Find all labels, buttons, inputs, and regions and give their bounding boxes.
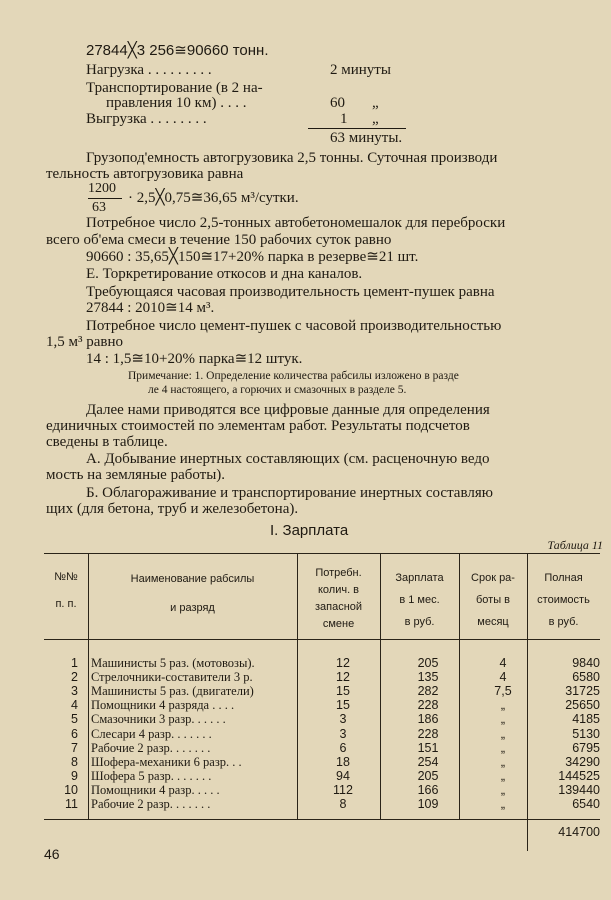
table-row	[44, 656, 604, 670]
sum-rule	[308, 128, 406, 129]
table-tag: Таблица 11	[547, 538, 603, 552]
cell-salary: 282	[417, 684, 439, 699]
grand-total-row	[44, 825, 604, 839]
header-no	[44, 569, 88, 613]
capacity-line-1: Грузопод'емность автогрузовика 2,5 тонны. Суточная производи	[86, 150, 498, 166]
transport-label: Транспортирование (в 2 на-	[86, 80, 263, 96]
cell-count: 15	[336, 684, 350, 699]
cell-name: Стрелочники-составители 3 р.	[91, 670, 253, 685]
header-text: №№	[54, 571, 78, 583]
transport-label-2: правления 10 км) . . . .	[106, 95, 247, 111]
mixers-line-1: Потребное число 2,5-тонных автобетономешалок для переброски	[86, 215, 506, 231]
cell-count: 3	[339, 726, 347, 741]
header-total	[527, 567, 600, 633]
cell-term: „	[500, 740, 506, 755]
cell-name: Рабочие 2 разр. . . . . . .	[91, 740, 211, 755]
header-text: в 1 мес.	[399, 594, 440, 606]
cell-total: 9840	[572, 656, 600, 670]
header-text: и разряд	[170, 602, 215, 614]
header-text: Срок ра-	[471, 572, 515, 584]
unload-label: Выгрузка . . . . . . . .	[86, 111, 207, 127]
cell-name: Слесари 4 разр. . . . . . .	[91, 726, 212, 741]
table-row	[44, 797, 604, 811]
calc-line-1: 27844╳3 256≅90660 тонн.	[86, 42, 269, 59]
table-row	[44, 712, 604, 726]
cell-name: Машинисты 5 раз. (двигатели)	[91, 684, 254, 699]
cell-salary: 135	[417, 670, 439, 685]
cell-name: Шофера-механики 6 разр. . .	[91, 754, 242, 769]
cell-name: Машинисты 5 раз. (мотовозы).	[91, 656, 255, 670]
cell-salary: 205	[417, 768, 439, 783]
table-row	[44, 670, 604, 684]
cell-no: 10	[64, 782, 78, 797]
table-header-rule	[44, 639, 600, 640]
header-text: стоимость	[537, 594, 590, 606]
further-line-1: Далее нами приводятся все цифровые данные для определения	[86, 402, 490, 418]
cell-no: 6	[71, 726, 78, 741]
header-text: Потребн.	[315, 567, 362, 579]
cell-term: „	[500, 698, 506, 713]
cell-total: 6795	[572, 740, 600, 755]
cell-count: 112	[333, 782, 353, 797]
cell-term: 4	[499, 670, 507, 685]
cell-total: 6540	[572, 797, 600, 811]
cell-total: 31725	[565, 684, 600, 699]
cell-salary: 228	[417, 726, 439, 741]
section-a-line-2: мость на земляные работы).	[46, 467, 226, 483]
header-text: колич. в	[317, 584, 360, 596]
cell-no: 3	[71, 684, 78, 699]
header-text: боты в	[475, 594, 511, 606]
header-text: в руб.	[404, 616, 435, 628]
section-a-line-1: А. Добывание инертных составляющих (см. расценочную ведо	[86, 451, 490, 467]
header-text: смене	[322, 618, 355, 630]
cement-line-2: 27844 : 2010≅14 м³.	[86, 300, 215, 316]
fraction-denominator: 63	[92, 200, 106, 215]
table-sum-rule	[44, 819, 600, 820]
fraction-numerator: 1200	[88, 181, 116, 196]
table-row	[44, 769, 604, 783]
table-row	[44, 783, 604, 797]
cell-no: 2	[71, 670, 78, 685]
cell-count: 8	[339, 797, 347, 811]
cell-term: 7,5	[494, 684, 512, 699]
cell-total: 144525	[558, 768, 600, 783]
table-title: I. Зарплата	[270, 522, 349, 539]
cell-count: 6	[339, 740, 347, 755]
transport-value: 60	[330, 95, 345, 111]
cell-name: Помощники 4 разр. . . . .	[91, 782, 220, 797]
header-text: в руб.	[548, 616, 579, 628]
header-text: Зарплата	[395, 572, 444, 584]
cement-line-5: 14 : 1,5≅10+20% парка≅12 штук.	[86, 351, 303, 367]
fraction-bar	[88, 198, 122, 199]
cell-no: 8	[71, 754, 78, 769]
cell-no: 7	[71, 740, 78, 755]
unload-value: 1	[340, 111, 348, 127]
cell-name: Рабочие 2 разр. . . . . . .	[91, 797, 211, 811]
cell-salary: 228	[417, 698, 439, 713]
sum-value: 63 минуты.	[330, 130, 403, 146]
table-row	[44, 755, 604, 769]
salary-table	[44, 553, 604, 851]
header-text: Наименование рабсилы	[130, 573, 255, 585]
cell-salary: 205	[417, 656, 439, 670]
cell-no: 11	[65, 797, 78, 811]
mixers-line-2: всего об'ема смеси в течение 150 рабочих суток равно	[46, 232, 392, 248]
note-line-2: ле 4 настоящего, а горючих и смазочных в разделе 5.	[148, 384, 407, 396]
header-text: месяц	[477, 616, 509, 628]
note-line-1: Примечание: 1. Определение количества рабсилы изложено в разде	[128, 370, 459, 382]
header-text: запасной	[314, 601, 363, 613]
cell-total: 4185	[572, 712, 600, 727]
cement-line-3: Потребное число цемент-пушек с часовой производительностью	[86, 318, 502, 334]
capacity-line-2: тельность автогрузовика равна	[46, 166, 244, 182]
section-b-line-2: щих (для бетона, труб и железобетона).	[46, 501, 299, 517]
cell-total: 139440	[558, 782, 600, 797]
cell-term: „	[500, 712, 506, 727]
further-line-2: единичных стоимостей по элементам работ. Результаты подсчетов	[46, 418, 470, 434]
further-line-3: сведены в таблице.	[46, 434, 168, 450]
table-row	[44, 684, 604, 698]
cell-count: 94	[336, 768, 350, 783]
cell-name: Смазочники 3 разр. . . . . .	[91, 712, 226, 727]
cell-count: 18	[336, 754, 350, 769]
cell-count: 12	[336, 670, 350, 685]
cell-salary: 109	[417, 797, 439, 811]
load-value: 2 минуты	[330, 62, 391, 78]
section-e-heading: Е. Торкретирование откосов и дна каналов.	[86, 266, 363, 282]
cell-no: 1	[71, 656, 78, 670]
cell-name: Шофера 5 разр. . . . . . .	[91, 768, 212, 783]
cell-total: 25650	[565, 698, 600, 713]
table-row	[44, 698, 604, 712]
header-count	[297, 565, 380, 633]
cell-salary: 186	[417, 712, 439, 727]
cell-total: 5130	[572, 726, 600, 741]
cell-salary: 151	[417, 740, 439, 755]
table-row	[44, 727, 604, 741]
grand-total-value: 414700	[558, 825, 600, 839]
table-top-rule	[44, 553, 600, 554]
cell-term: 4	[499, 656, 507, 670]
header-salary	[380, 567, 459, 633]
unload-ditto: „	[372, 111, 379, 127]
mixers-line-3: 90660 : 35,65╳150≅17+20% парка в резерве≅21 шт.	[86, 249, 419, 265]
header-term	[459, 567, 527, 633]
cell-no: 5	[71, 712, 78, 727]
cement-line-4: 1,5 м³ равно	[46, 334, 124, 350]
header-text: п. п.	[55, 598, 77, 610]
table-row	[44, 741, 604, 755]
section-b-line-1: Б. Облагораживание и транспортирование инертных составляю	[86, 485, 493, 501]
cell-term: „	[500, 726, 506, 741]
cell-term: „	[500, 797, 506, 811]
cell-count: 15	[336, 698, 350, 713]
page-number: 46	[44, 846, 60, 862]
cell-total: 6580	[572, 670, 600, 685]
cell-term: „	[500, 768, 506, 783]
header-name	[88, 571, 297, 617]
load-label: Нагрузка . . . . . . . . .	[86, 62, 212, 78]
cell-salary: 166	[417, 782, 439, 797]
transport-ditto: „	[372, 95, 379, 111]
cell-term: „	[500, 754, 506, 769]
cell-total: 34290	[565, 754, 600, 769]
cell-name: Помощники 4 разряда . . . .	[91, 698, 235, 713]
header-text: Полная	[544, 572, 583, 584]
fraction-rest: · 2,5╳0,75≅36,65 м³/сутки.	[128, 190, 299, 206]
cell-no: 9	[71, 768, 78, 783]
cell-count: 12	[336, 656, 350, 670]
cell-term: „	[500, 782, 506, 797]
cement-line-1: Требующаяся часовая производительность цемент-пушек равна	[86, 284, 495, 300]
cell-count: 3	[339, 712, 347, 727]
cell-salary: 254	[417, 754, 439, 769]
cell-no: 4	[71, 698, 78, 713]
